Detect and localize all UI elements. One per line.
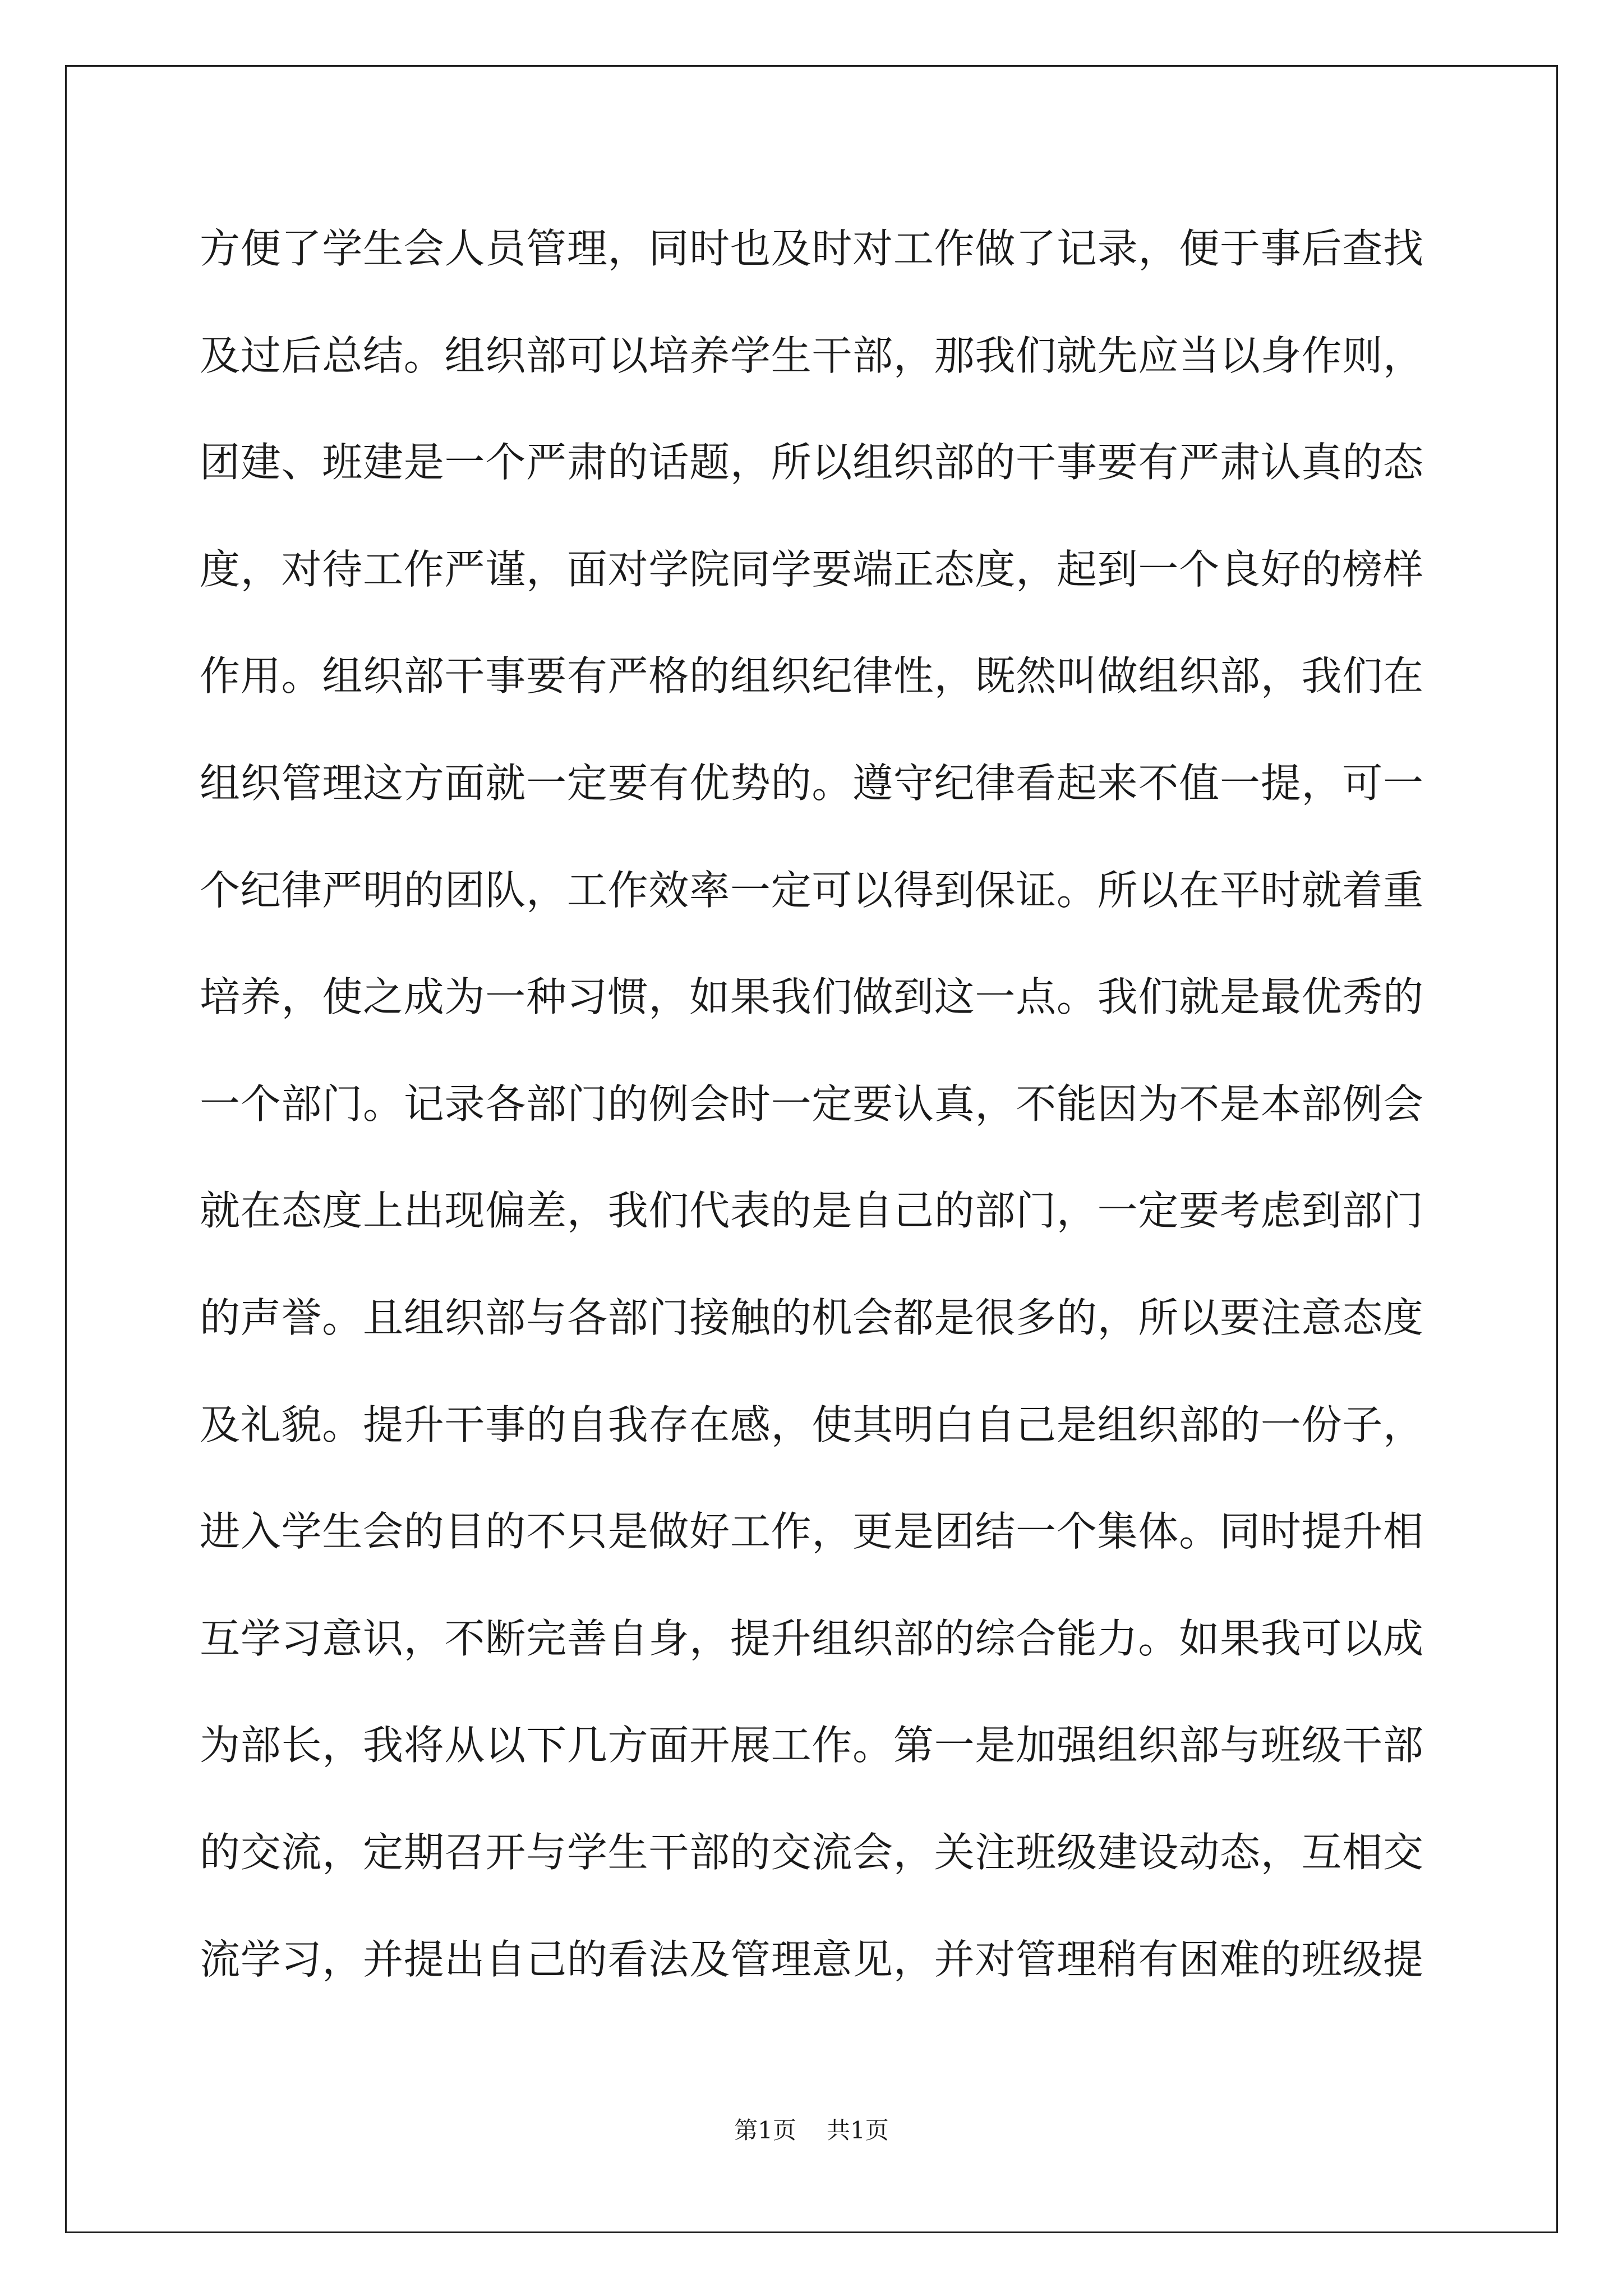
body-line-3: 团建、班建是一个严肃的话题，所以组织部的干事要有严肃认真的态 [200,439,1423,486]
body-line-2: 及过后总结。组织部可以培养学生干部，那我们就先应当以身作则， [200,332,1423,379]
body-line-11: 的声誉。且组织部与各部门接触的机会都是很多的，所以要注意态度 [200,1294,1423,1341]
page-footer [0,2115,1623,2146]
body-line-1: 方便了学生会人员管理，同时也及时对工作做了记录，便于事后查找 [200,225,1423,272]
page-number: 第1页 [734,2116,796,2144]
document-body [200,223,1423,2041]
body-line-6: 组织管理这方面就一定要有优势的。遵守纪律看起来不值一提，可一 [200,759,1423,807]
body-line-4: 度，对待工作严谨，面对学院同学要端正态度，起到一个良好的榜样 [200,545,1423,593]
body-line-12: 及礼貌。提升干事的自我存在感，使其明白自己是组织部的一份子， [200,1401,1423,1448]
body-line-9: 一个部门。记录各部门的例会时一定要认真，不能因为不是本部例会 [200,1080,1423,1128]
body-line-10: 就在态度上出现偏差，我们代表的是自己的部门，一定要考虑到部门 [200,1187,1423,1235]
body-line-15: 为部长，我将从以下几方面开展工作。第一是加强组织部与班级干部 [200,1722,1423,1769]
body-line-17: 流学习，并提出自己的看法及管理意见，并对管理稍有困难的班级提 [200,1935,1423,1983]
body-line-7: 个纪律严明的团队，工作效率一定可以得到保证。所以在平时就着重 [200,866,1423,914]
body-line-14: 互学习意识，不断完善自身，提升组织部的综合能力。如果我可以成 [200,1614,1423,1662]
body-line-16: 的交流，定期召开与学生干部的交流会，关注班级建设动态，互相交 [200,1828,1423,1876]
body-line-8: 培养，使之成为一种习惯，如果我们做到这一点。我们就是最优秀的 [200,973,1423,1021]
body-line-13: 进入学生会的目的不只是做好工作，更是团结一个集体。同时提升相 [200,1508,1423,1556]
body-line-5: 作用。组织部干事要有严格的组织纪律性，既然叫做组织部，我们在 [200,652,1423,700]
page-total: 共1页 [827,2116,889,2144]
